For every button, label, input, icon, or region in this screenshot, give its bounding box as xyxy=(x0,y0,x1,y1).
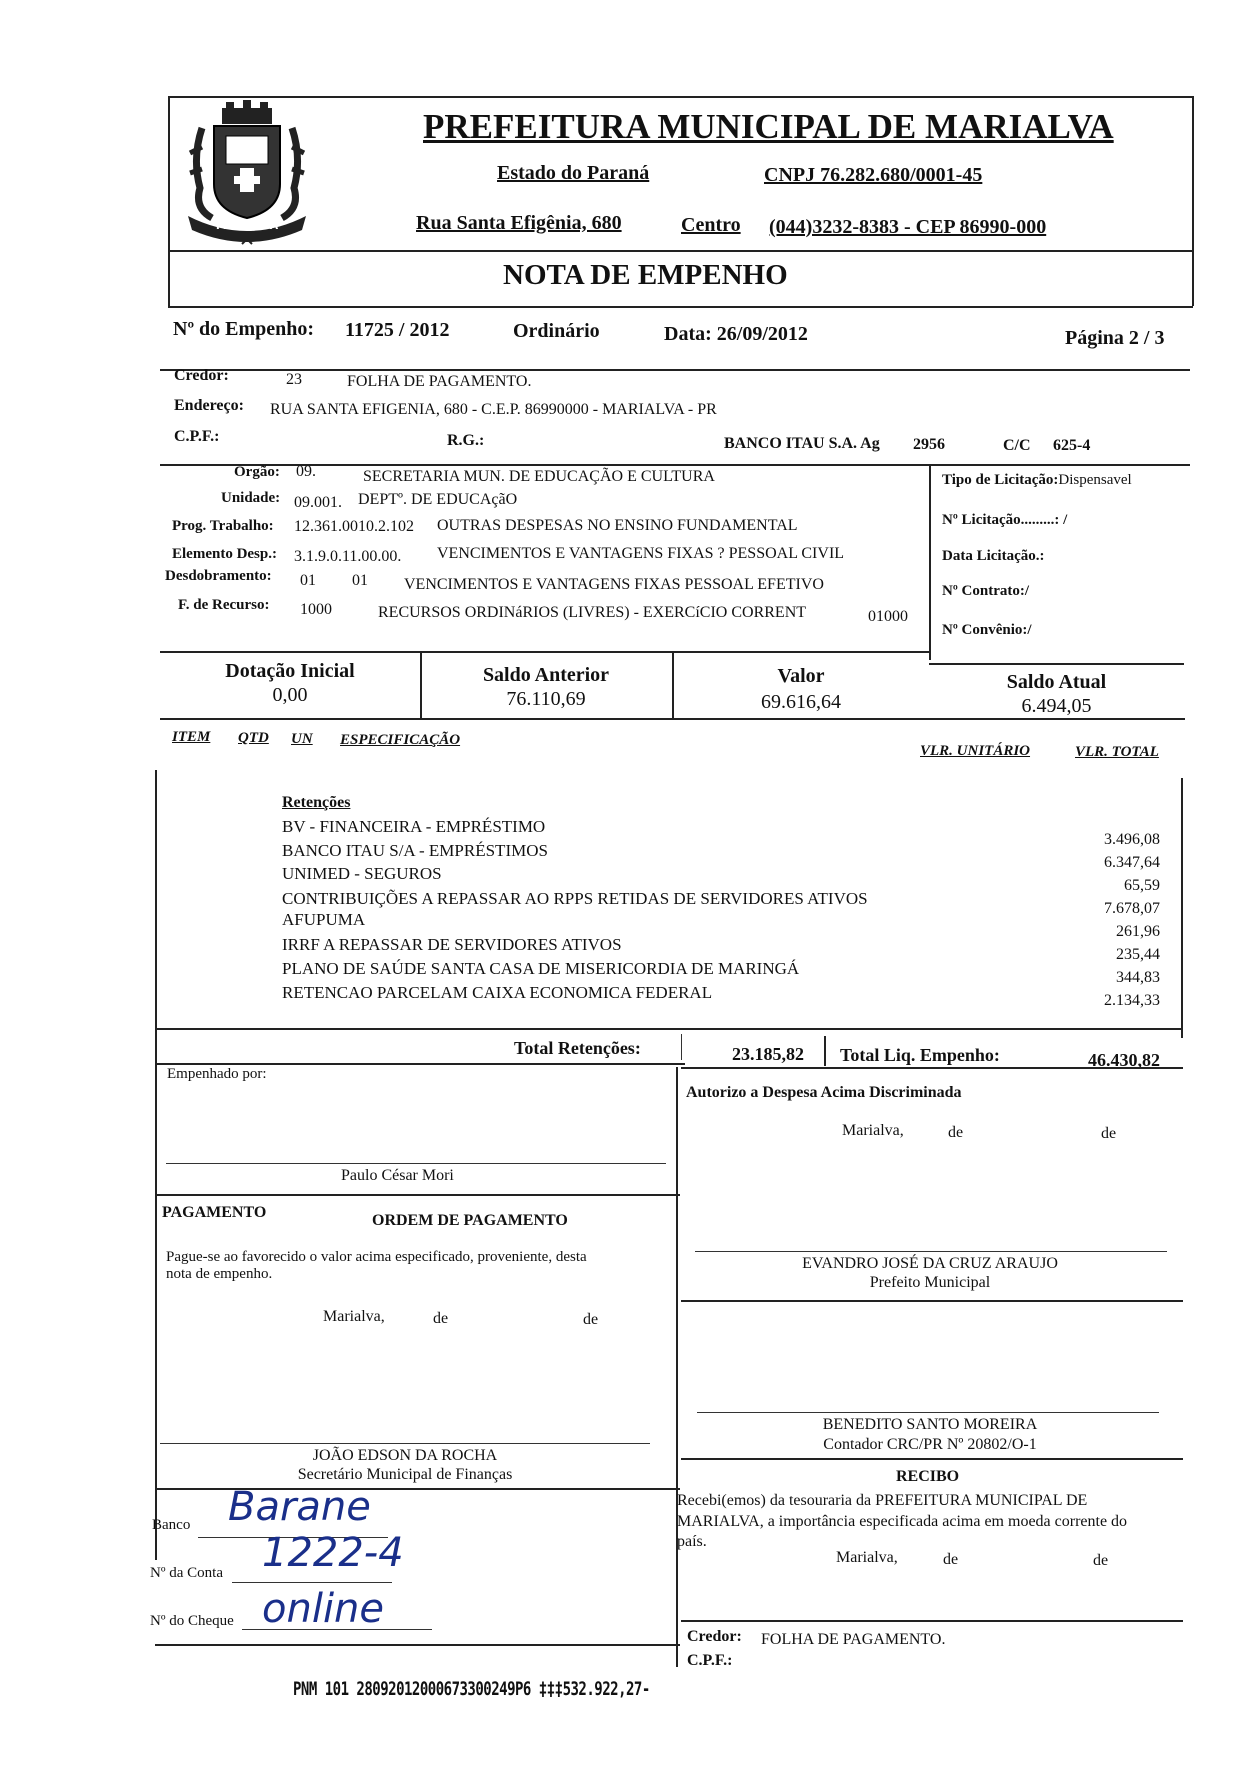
licitacao-date: Data Licitação.: xyxy=(942,548,1045,564)
bank-name: BANCO ITAU S.A. Ag xyxy=(724,435,880,452)
secretario-role: Secretário Municipal de Finanças xyxy=(297,1466,513,1483)
saldo-atual-label: Saldo Atual xyxy=(1006,671,1107,693)
recibo-place: Marialva, xyxy=(836,1549,898,1566)
contador-name: BENEDITO SANTO MOREIRA xyxy=(822,1416,1038,1433)
page-number: Página 2 / 3 xyxy=(1065,327,1165,349)
autorizo-place: Marialva, xyxy=(842,1122,904,1139)
unidade-desc: DEPTº. DE EDUCAçãO xyxy=(358,491,518,508)
col-vlr-unitario: VLR. UNITÁRIO xyxy=(920,743,1031,759)
desdobramento-label: Desdobramento: xyxy=(165,568,272,584)
recurso-code-2: 01000 xyxy=(868,608,908,625)
prefeito-role: Prefeito Municipal xyxy=(869,1274,991,1291)
pagamento-label: PAGAMENTO xyxy=(162,1204,267,1221)
retencao-valor-3: 65,59 xyxy=(1124,877,1160,894)
recibo-de-1: de xyxy=(943,1551,959,1568)
autorizo-title: Autorizo a Despesa Acima Discriminada xyxy=(686,1084,962,1101)
orgao-desc: SECRETARIA MUN. DE EDUCAÇÃO E CULTURA xyxy=(363,468,715,485)
recibo-credor-label: Credor: xyxy=(687,1628,742,1645)
total-liquido-value: 46.430,82 xyxy=(1088,1050,1160,1070)
orgao-label: Orgão: xyxy=(234,464,280,480)
header-bottom-border xyxy=(168,306,1193,308)
totals-sep-1 xyxy=(681,1034,682,1060)
retencao-desc-6: IRRF A REPASSAR DE SERVIDORES ATIVOS xyxy=(282,935,622,954)
conta-label: Nº da Conta xyxy=(150,1565,223,1581)
dotacao-label: Dotação Inicial xyxy=(225,660,355,682)
empenho-type: Ordinário xyxy=(513,320,600,342)
prog-label: Prog. Trabalho: xyxy=(172,518,274,534)
empenho-number: 11725 / 2012 xyxy=(345,319,450,341)
credor-label: Credor: xyxy=(174,367,229,384)
retencao-desc-4: CONTRIBUIÇÕES A REPASSAR AO RPPS RETIDAS DE SERVIDORES ATIVOS xyxy=(282,889,868,908)
recibo-cpf-label: C.P.F.: xyxy=(687,1652,733,1669)
recibo-text-2: MARIALVA, a importância especificada acima em moeda corrente do xyxy=(677,1513,1128,1530)
elemento-desc: VENCIMENTOS E VANTAGENS FIXAS ? PESSOAL CIVIL xyxy=(437,545,845,562)
col-un: UN xyxy=(291,731,313,747)
saldo-atual-value: 6.494,05 xyxy=(1021,695,1092,717)
retencao-valor-2: 6.347,64 xyxy=(1104,854,1160,871)
cnpj: CNPJ 76.282.680/0001-45 xyxy=(764,164,983,186)
total-liquido-label: Total Liq. Empenho: xyxy=(840,1045,1000,1065)
divider-totals-left xyxy=(155,1063,685,1065)
pagamento-place: Marialva, xyxy=(323,1308,385,1325)
recibo-text-3: país. xyxy=(677,1533,707,1550)
retencao-desc-1: BV - FINANCEIRA - EMPRÉSTIMO xyxy=(282,817,546,836)
unidade-code: 09.001. xyxy=(294,494,342,511)
prog-desc: OUTRAS DESPESAS NO ENSINO FUNDAMENTAL xyxy=(437,517,798,534)
banco-handwritten: Barane xyxy=(228,1484,371,1530)
retencao-valor-8: 2.134,33 xyxy=(1104,992,1160,1009)
pagamento-text-2: nota de empenho. xyxy=(166,1266,273,1282)
divider-totals-top xyxy=(155,1028,1183,1030)
totals-sep-2 xyxy=(824,1036,826,1066)
items-left-border xyxy=(155,770,157,1560)
credor-address: RUA SANTA EFIGENIA, 680 - C.E.P. 86990000 - MARIALVA - PR xyxy=(270,401,717,418)
saldo-anterior-label: Saldo Anterior xyxy=(482,664,610,686)
divider-totals-right xyxy=(681,1067,1183,1069)
divider-saldos-top-right xyxy=(929,663,1184,665)
valor-label: Valor xyxy=(777,665,825,687)
district: Centro xyxy=(681,214,741,236)
rg-label: R.G.: xyxy=(447,432,485,449)
conta-handwritten: 1222-4 xyxy=(262,1530,404,1576)
retencao-valor-6: 235,44 xyxy=(1116,946,1160,963)
city-hall-title: PREFEITURA MUNICIPAL DE MARIALVA xyxy=(423,107,1114,146)
licitacao-border xyxy=(929,464,931,660)
licitacao-type-value: Dispensavel xyxy=(1058,472,1132,488)
prefeito-signature-line xyxy=(695,1251,1167,1252)
retencao-valor-1: 3.496,08 xyxy=(1104,831,1160,848)
pagamento-de-2: de xyxy=(583,1311,599,1328)
header-top-border xyxy=(168,96,1193,98)
divider-empenhado xyxy=(155,1194,680,1196)
valor-value: 69.616,64 xyxy=(761,691,841,713)
unidade-label: Unidade: xyxy=(221,490,281,506)
retencao-desc-8: RETENCAO PARCELAM CAIXA ECONOMICA FEDERAL xyxy=(282,983,713,1002)
endereco-label: Endereço: xyxy=(174,397,244,414)
empenho-number-label: Nº do Empenho: xyxy=(173,318,315,340)
state-name: Estado do Paraná xyxy=(497,162,650,184)
retencao-desc-5: AFUPUMA xyxy=(282,910,366,929)
cc-label: C/C xyxy=(1003,437,1031,454)
empenhado-signature-line xyxy=(166,1163,666,1164)
divider-recibo-bottom xyxy=(681,1620,1183,1622)
header-right-border xyxy=(1192,96,1194,306)
elemento-label: Elemento Desp.: xyxy=(172,546,277,562)
prefeito-name: EVANDRO JOSÉ DA CRUZ ARAUJO xyxy=(802,1255,1058,1272)
licitacao-type xyxy=(942,472,1132,489)
credor-code: 23 xyxy=(286,371,302,388)
recibo-title: RECIBO xyxy=(896,1468,960,1485)
desdobramento-code-1: 01 xyxy=(300,572,316,589)
empenhado-por-label: Empenhado por: xyxy=(167,1066,267,1082)
divider-saldos-top-left xyxy=(160,651,930,653)
col-qtd: QTD xyxy=(238,730,269,746)
signature-middle-divider xyxy=(676,1067,678,1667)
licitacao-number: Nº Licitação.........: / xyxy=(942,512,1068,528)
header-left-border xyxy=(168,96,170,306)
dotacao-value: 0,00 xyxy=(272,684,308,706)
divider-saldos-bottom xyxy=(160,718,1185,720)
secretario-signature-line xyxy=(160,1443,650,1444)
street-address: Rua Santa Efigênia, 680 xyxy=(416,212,622,234)
cheque-handwritten: online xyxy=(262,1586,385,1632)
autorizo-de-1: de xyxy=(948,1124,964,1141)
banco-label: Banco xyxy=(152,1517,191,1533)
prog-code: 12.361.0010.2.102 xyxy=(294,518,414,535)
retencao-valor-4: 7.678,07 xyxy=(1104,900,1160,917)
recibo-de-2: de xyxy=(1093,1552,1109,1569)
municipal-crest-icon xyxy=(182,98,312,246)
recurso-label: F. de Recurso: xyxy=(178,597,270,613)
recurso-code: 1000 xyxy=(300,601,332,618)
contract-number: Nº Contrato:/ xyxy=(942,583,1030,599)
contador-role: Contador CRC/PR Nº 20802/O-1 xyxy=(823,1436,1037,1453)
phone-cep: (044)3232-8383 - CEP 86990-000 xyxy=(769,216,1047,238)
col-item: ITEM xyxy=(172,729,211,745)
retencao-desc-7: PLANO DE SAÚDE SANTA CASA DE MISERICORDIA DE MARINGÁ xyxy=(282,959,800,978)
header-mid-border xyxy=(168,250,1193,252)
recibo-text-1: Recebi(emos) da tesouraria da PREFEITURA MUNICIPAL DE xyxy=(677,1492,1088,1509)
empenhado-por-name: Paulo César Mori xyxy=(341,1167,454,1184)
document-title: NOTA DE EMPENHO xyxy=(503,259,788,291)
footer-authentication-code: PNM 101 28092012000673300249P6 ‡‡‡532.922,27- xyxy=(293,1679,650,1701)
retencao-valor-5: 261,96 xyxy=(1116,923,1160,940)
agreement-number: Nº Convênio:/ xyxy=(942,622,1032,638)
licitacao-type-label: Tipo de Licitação: xyxy=(942,472,1059,488)
desdobramento-code-2: 01 xyxy=(352,572,368,589)
divider-empenho xyxy=(160,369,1190,371)
retencao-valor-7: 344,83 xyxy=(1116,969,1160,986)
bank-agency: 2956 xyxy=(913,436,945,453)
pagamento-de-1: de xyxy=(433,1310,449,1327)
conta-line xyxy=(232,1582,392,1583)
ordem-pagamento-title: ORDEM DE PAGAMENTO xyxy=(372,1212,568,1229)
total-retencoes-value: 23.185,82 xyxy=(732,1044,804,1064)
elemento-code: 3.1.9.0.11.00.00. xyxy=(294,548,402,565)
divider-bottom-left xyxy=(155,1644,680,1646)
items-right-border xyxy=(1181,778,1183,1038)
orgao-code: 09. xyxy=(296,463,316,480)
contador-signature-line xyxy=(697,1412,1159,1413)
desdobramento-desc: VENCIMENTOS E VANTAGENS FIXAS PESSOAL EFETIVO xyxy=(404,576,824,593)
empenho-date: Data: 26/09/2012 xyxy=(664,323,808,345)
crest-banner-text: MARIALVA xyxy=(215,219,279,232)
pagamento-text-1: Pague-se ao favorecido o valor acima especificado, proveniente, desta xyxy=(166,1249,587,1265)
retencao-desc-3: UNIMED - SEGUROS xyxy=(282,864,442,883)
total-retencoes-label: Total Retenções: xyxy=(514,1038,641,1058)
recurso-desc: RECURSOS ORDINáRIOS (LIVRES) - EXERCíCIO CORRENT xyxy=(378,604,807,621)
col-especificacao: ESPECIFICAÇÃO xyxy=(340,732,461,748)
credor-name: FOLHA DE PAGAMENTO. xyxy=(347,373,532,390)
retencao-desc-2: BANCO ITAU S/A - EMPRÉSTIMOS xyxy=(282,841,548,860)
retencoes-title: Retenções xyxy=(282,794,351,811)
divider-recibo-top xyxy=(681,1458,1183,1460)
saldo-anterior-value: 76.110,69 xyxy=(506,688,586,710)
recibo-credor-name: FOLHA DE PAGAMENTO. xyxy=(761,1631,946,1648)
cheque-label: Nº do Cheque xyxy=(150,1613,234,1629)
col-vlr-total: VLR. TOTAL xyxy=(1075,744,1159,760)
autorizo-de-2: de xyxy=(1101,1125,1117,1142)
cpf-label: C.P.F.: xyxy=(174,428,220,445)
cheque-line xyxy=(242,1629,432,1630)
divider-prefeito xyxy=(681,1300,1183,1302)
bank-account: 625-4 xyxy=(1053,437,1091,454)
secretario-name: JOÃO EDSON DA ROCHA xyxy=(312,1447,498,1464)
